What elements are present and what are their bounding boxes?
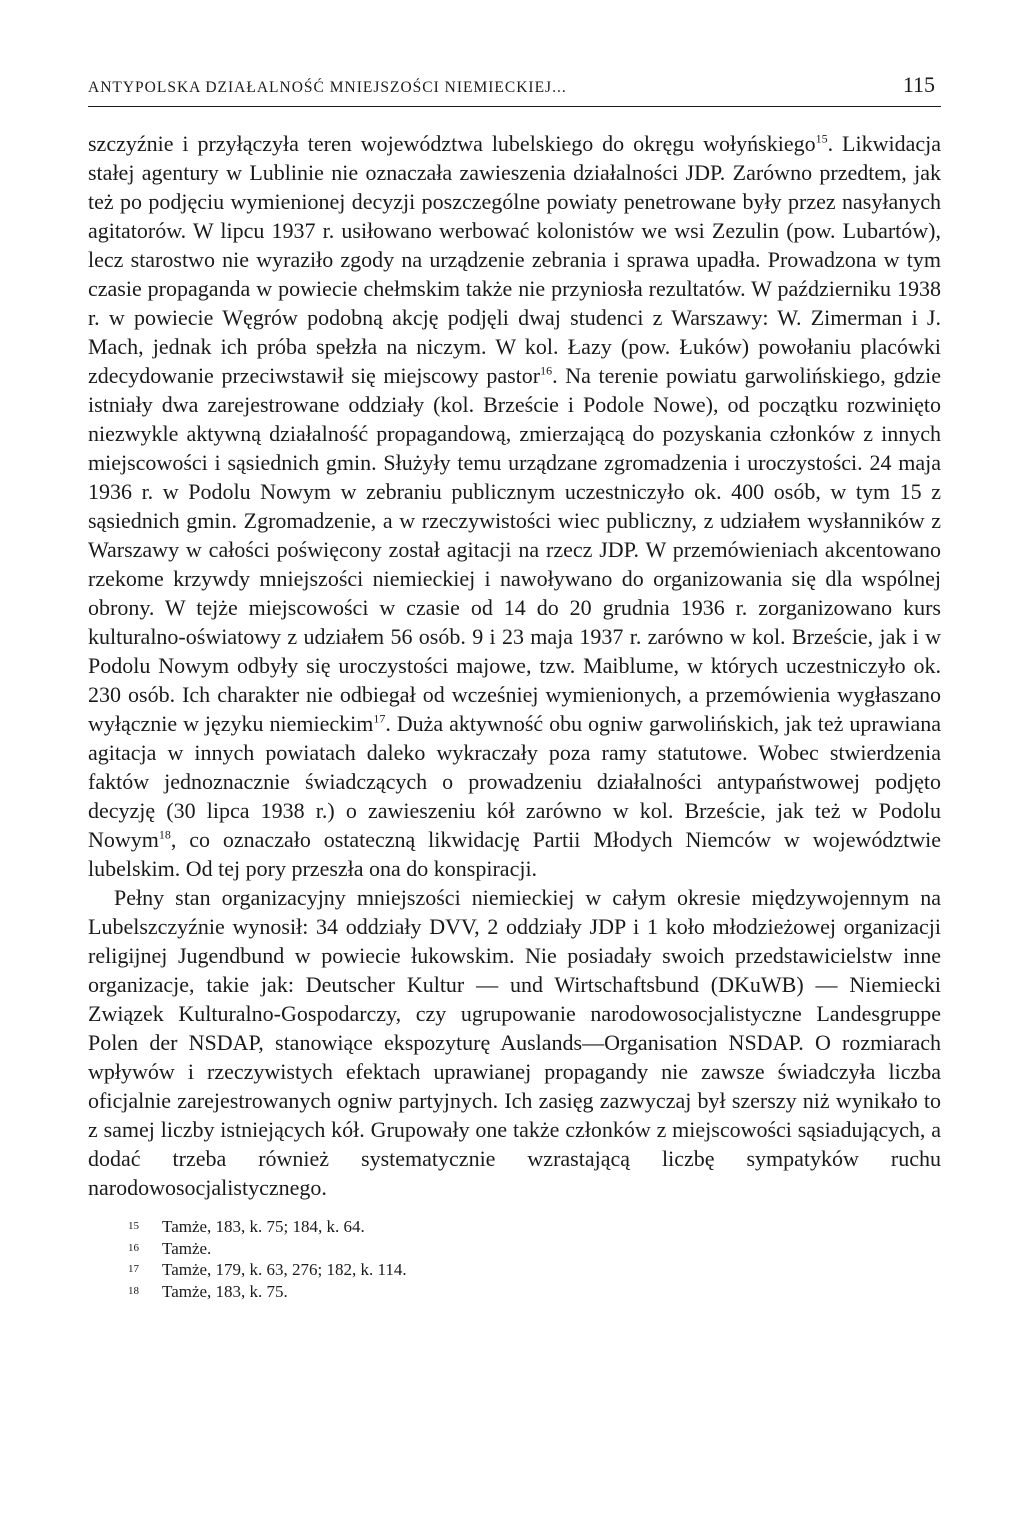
footnote bbox=[128, 1238, 941, 1260]
page-number: 115 bbox=[902, 72, 935, 97]
main-text bbox=[88, 129, 941, 1202]
paragraph-text: . Likwidacja stałej agentury w Lublinie nie oznaczała zawieszenia działalności JDP. Zarówno przedtem, jak też po podjęciu wymienionej decyzji poszczególne powiaty penetrowane były przez nasyłanych agitatorów. W lipcu 1937 r. usiłowano werbować kolonistów we wsi Zezulin (pow. Lubartów), lecz starostwo nie wyraziło zgody na urządzenie zebrania i sprawa upadła. Prowadzona w tym czasie propaganda w powiecie chełmskim także nie przyniosła rezultatów. W październiku 1938 r. w powiecie Węgrów podobną akcję podjęli dwaj studenci z Warszawy: W. Zimerman i J. Mach, jednak ich próba spełzła na niczym. W kol. Łazy (pow. Łuków) powołaniu placówki zdecydowanie przeciwstawił się miejscowy pastor bbox=[88, 131, 941, 388]
page bbox=[88, 72, 941, 1302]
paragraph bbox=[88, 883, 941, 1202]
page-header bbox=[88, 72, 941, 107]
footnote-ref: 17 bbox=[373, 711, 386, 726]
footnote bbox=[128, 1216, 941, 1238]
footnote-ref: 15 bbox=[815, 131, 828, 146]
footnote-text: Tamże, 183, k. 75. bbox=[162, 1281, 288, 1301]
paragraph bbox=[88, 129, 941, 883]
footnote-number: 15 bbox=[128, 1220, 139, 1232]
footnote-number: 18 bbox=[128, 1284, 139, 1297]
footnote-number: 17 bbox=[128, 1263, 139, 1275]
footnote-text: Tamże, 179, k. 63, 276; 182, k. 114. bbox=[162, 1260, 407, 1279]
paragraph-text: . Duża aktywność obu ogniw garwolińskich, jak też uprawiana agitacja w innych powiatach daleko wykraczały poza ramy statutowe. Wobec stwierdzenia faktów jednoznacznie świadczących o prowadzeniu działalności antypaństwowej podjęto decyzję (30 lipca 1938 r.) o zawieszeniu kół zarówno w kol. Brzeście, jak też w Podolu Nowym bbox=[88, 711, 941, 852]
footnote-text: Tamże. bbox=[162, 1238, 212, 1258]
footnote bbox=[128, 1259, 941, 1281]
footnote-ref: 16 bbox=[540, 363, 553, 378]
footnote-text: Tamże, 183, k. 75; 184, k. 64. bbox=[162, 1217, 365, 1236]
running-title: ANTYPOLSKA DZIAŁALNOŚĆ MNIEJSZOŚCI NIEMIECKIEJ... bbox=[88, 79, 567, 96]
paragraph-text: . Na terenie powiatu garwolińskiego, gdzie istniały dwa zarejestrowane oddziały (kol. Brzeście i Podole Nowe), od początku rozwinięto niezwykle aktywną działalność propagandową, zmierzającą do pozyskania członków z innych miejscowości i sąsiednich gmin. Służyły temu urządzane zgromadzenia i uroczystości. 24 maja 1936 r. w Podolu Nowym w zebraniu publicznym uczestniczyło ok. 400 osób, w tym 15 z sąsiednich gmin. Zgromadzenie, a w rzeczywistości wiec publiczny, z udziałem wysłanników z Warszawy w całości poświęcony został agitacji na rzecz JDP. W przemówieniach akcentowano rzekome krzywdy mniejszości niemieckiej i nawoływano do organizowania się dla wspólnej obrony. W tejże miejscowości w czasie od 14 do 20 grudnia 1936 r. zorganizowano kurs kulturalno-oświatowy z udziałem 56 osób. 9 i 23 maja 1937 r. zarówno w kol. Brzeście, jak i w Podolu Nowym odbyły się uroczystości majowe, tzw. Maiblume, w których uczestniczyło ok. 230 osób. Ich charakter nie odbiegał od wcześniej wymienionych, a przemówienia wygłaszano wyłącznie w języku niemieckim bbox=[88, 363, 941, 736]
footnote-ref: 18 bbox=[158, 827, 171, 842]
paragraph-text: Pełny stan organizacyjny mniejszości niemieckiej w całym okresie międzywojennym na Lubelszczyźnie wynosił: 34 oddziały DVV, 2 oddziały JDP i 1 koło młodzieżowej organizacji religijnej Jugendbund w powiecie łukowskim. Nie posiadały swoich przedstawicielstw inne organizacje, takie jak: Deutscher Kultur — und Wirtschaftsbund (DKuWB) — Niemiecki Związek Kulturalno-Gospodarczy, czy ugrupowanie narodowosocjalistyczne Landesgruppe Polen der NSDAP, stanowiące ekspozyturę Auslands—Organisation NSDAP. O rozmiarach wpływów i rzeczywistych efektach uprawianej propagandy nie zawsze świadczyła liczba oficjalnie zarejestrowanych ogniw partyjnych. Ich zasięg zazwyczaj był szerszy niż wynikało to z samej liczby istniejących kół. Grupowały one także członków z miejscowości sąsiadujących, a dodać trzeba również systematycznie wzrastającą liczbę sympatyków ruchu narodowosocjalistycznego. bbox=[88, 885, 941, 1200]
paragraph-text: , co oznaczało ostateczną likwidację Partii Młodych Niemców w województwie lubelskim. Od tej pory przeszła ona do konspiracji. bbox=[88, 827, 941, 881]
footnote bbox=[128, 1281, 941, 1303]
footnotes bbox=[128, 1216, 941, 1302]
paragraph-text: szczyźnie i przyłączyła teren województwa lubelskiego do okręgu wołyńskiego bbox=[88, 131, 816, 156]
footnote-number: 16 bbox=[128, 1241, 139, 1254]
